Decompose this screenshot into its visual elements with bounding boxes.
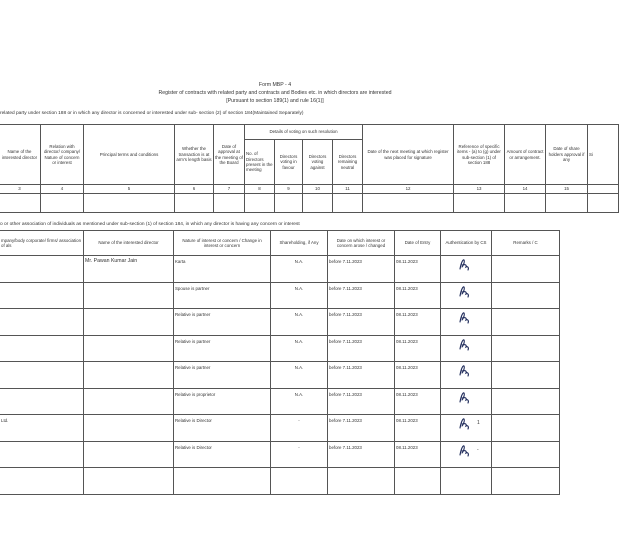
column-number: 12	[363, 185, 454, 194]
part-b-heading: o or other association of individuals as mentioned under sub-section (1) of section 184, in which any director is having any concern or interest	[0, 222, 300, 227]
col-nature-interest: Nature of interest or concern / Change in interest or concern	[174, 231, 271, 256]
col-board-approval-date: Date of approval at the meeting of the Board	[214, 125, 245, 185]
empty-cell	[214, 194, 245, 213]
column-number: 13	[454, 185, 505, 194]
col-entity-name: mpany/body corporate/ firms/ association of als	[0, 231, 84, 256]
cell-share: N.A.	[271, 335, 328, 362]
signature-mark	[456, 416, 476, 430]
form-subtitle: Register of contracts with related party and contracts and Bodies etc. in which directors are interested	[158, 90, 392, 96]
cell-entity	[0, 256, 84, 283]
cell-share: N.A.	[271, 282, 328, 309]
cell-director	[84, 468, 174, 495]
cell-share: -	[271, 415, 328, 442]
signature-mark	[456, 390, 476, 404]
col-director-name: Name of the interested director	[84, 231, 174, 256]
col-shareholding: Shareholding, if Any	[271, 231, 328, 256]
cell-arose: before 7.11.2023	[328, 362, 395, 389]
cell-arose: before 7.11.2023	[328, 309, 395, 336]
cell-nature: Spouse is partner	[174, 282, 271, 309]
cell-authentication	[441, 256, 492, 283]
signature-mark	[456, 363, 476, 377]
col-arms-length: Whether the transaction is at arm's length basis	[175, 125, 214, 185]
cell-arose: before 7.11.2023	[328, 415, 395, 442]
col-directors-present: No. of Directors present in the meeting	[245, 140, 275, 185]
empty-cell	[363, 194, 454, 213]
empty-cell	[245, 194, 275, 213]
col-date-entry: Date of Entry	[395, 231, 441, 256]
authentication-mark: -	[477, 446, 479, 453]
cell-nature: Relative is partner	[174, 335, 271, 362]
col-voting-favour: Directors voting in favour	[275, 140, 303, 185]
cell-entity	[0, 335, 84, 362]
cell-director	[84, 362, 174, 389]
column-number: 6	[175, 185, 214, 194]
cell-authentication	[441, 335, 492, 362]
cell-authentication	[441, 309, 492, 336]
table-row	[0, 415, 560, 442]
empty-cell	[505, 194, 546, 213]
cell-director: Mr. Pawan Kumar Jain	[84, 256, 174, 283]
col-date-arose: Date on which interest or concern arose / changed	[328, 231, 395, 256]
table-row	[0, 282, 560, 309]
cell-arose: before 7.11.2023	[328, 282, 395, 309]
col-remarks: Remarks / C	[492, 231, 560, 256]
column-number: 5	[84, 185, 175, 194]
cell-entity	[0, 388, 84, 415]
cell-nature: Relative is proprietor	[174, 388, 271, 415]
cell-entry	[395, 468, 441, 495]
empty-cell	[41, 194, 84, 213]
cell-authentication	[441, 468, 492, 495]
cell-arose: before 7.11.2023	[328, 256, 395, 283]
column-number: 15	[546, 185, 588, 194]
empty-cell	[275, 194, 303, 213]
cell-entry: 08.11.2023	[395, 388, 441, 415]
cell-entry: 08.11.2023	[395, 309, 441, 336]
cell-director	[84, 309, 174, 336]
col-shareholder-approval: Date of share holders approval if any	[546, 125, 588, 185]
col-neutral: Directors remaining neutral	[333, 140, 363, 185]
table-row	[0, 441, 560, 468]
col-reference-items: Reference of specific items - (a) to (g) under sub-section (1) of section 188	[454, 125, 505, 185]
cell-share: N.A.	[271, 256, 328, 283]
cell-remarks	[492, 468, 560, 495]
empty-cell	[546, 194, 588, 213]
col-relation: Relation with director/ company/ Nature of concern or interest	[41, 125, 84, 185]
interest-register-table	[0, 230, 560, 495]
table-row	[0, 309, 560, 336]
col-interested-director: Name of the interested director	[0, 125, 41, 185]
cell-share: N.A.	[271, 309, 328, 336]
col-voting-against: Directors voting against	[303, 140, 333, 185]
cell-authentication	[441, 441, 492, 468]
col-next-meeting-date: Date of the next meeting at which register was placed for signature	[363, 125, 454, 185]
cell-director	[84, 335, 174, 362]
table-row	[0, 362, 560, 389]
cell-entity	[0, 309, 84, 336]
cell-share: -	[271, 441, 328, 468]
cell-entry: 08.11.2023	[395, 335, 441, 362]
table-row	[0, 468, 560, 495]
authentication-mark: 1	[477, 420, 480, 426]
empty-cell	[333, 194, 363, 213]
column-number	[588, 185, 619, 194]
cell-nature: Karta	[174, 256, 271, 283]
col-authentication: Authentication by CS	[441, 231, 492, 256]
column-number: 8	[245, 185, 275, 194]
column-number: 4	[41, 185, 84, 194]
cell-nature: Relative is Director	[174, 415, 271, 442]
empty-cell	[84, 194, 175, 213]
column-number: 11	[333, 185, 363, 194]
cell-entity	[0, 282, 84, 309]
empty-cell	[303, 194, 333, 213]
cell-nature: Relative is Director	[174, 441, 271, 468]
cell-arose: before 7.11.2023	[328, 388, 395, 415]
form-title: Form MBP - 4	[258, 82, 292, 88]
cell-entity: Ltd.	[0, 415, 84, 442]
column-number: 7	[214, 185, 245, 194]
voting-group-header: Details of voting on such resolution	[245, 125, 363, 140]
signature-mark	[456, 257, 476, 271]
cell-share: N.A.	[271, 388, 328, 415]
table-row	[0, 256, 560, 283]
signature-mark	[456, 443, 476, 457]
col-terms: Principal terms and conditions	[84, 125, 175, 185]
cell-arose	[328, 468, 395, 495]
cell-director	[84, 388, 174, 415]
cell-authentication	[441, 362, 492, 389]
cell-entry: 08.11.2023	[395, 362, 441, 389]
cell-director	[84, 441, 174, 468]
cell-authentication	[441, 388, 492, 415]
cell-entity	[0, 468, 84, 495]
table-row	[0, 335, 560, 362]
cell-entry: 08.11.2023	[395, 282, 441, 309]
empty-cell	[454, 194, 505, 213]
cell-authentication	[441, 415, 492, 442]
signature-mark	[456, 337, 476, 351]
cell-nature: Relative is partner	[174, 362, 271, 389]
cell-nature: Relative is partner	[174, 309, 271, 336]
cell-entity	[0, 362, 84, 389]
signature-mark	[456, 310, 476, 324]
cell-nature	[174, 468, 271, 495]
table-row	[0, 388, 560, 415]
signature-mark	[456, 284, 476, 298]
empty-cell	[588, 194, 619, 213]
cell-share: N.A.	[271, 362, 328, 389]
col-signature: Si	[588, 125, 619, 185]
part-a-heading: related party under section 188 or in which any director is concerned or interested under sub- section (2) of section 184(Maintained Separately)	[0, 111, 304, 116]
form-reference: [Pursuant to section 189(1) and rule 16(1)]	[226, 98, 324, 104]
empty-cell	[175, 194, 214, 213]
column-number: 14	[505, 185, 546, 194]
cell-director	[84, 282, 174, 309]
cell-authentication	[441, 282, 492, 309]
related-party-table	[0, 124, 619, 213]
column-number: 3	[0, 185, 41, 194]
cell-arose: before 7.11.2023	[328, 335, 395, 362]
cell-director	[84, 415, 174, 442]
cell-entry: 08.11.2023	[395, 256, 441, 283]
col-amount: Amount of contract or arrangement.	[505, 125, 546, 185]
cell-entry: 08.11.2023	[395, 441, 441, 468]
cell-entity	[0, 441, 84, 468]
cell-entry: 08.11.2023	[395, 415, 441, 442]
column-number: 10	[303, 185, 333, 194]
column-number: 9	[275, 185, 303, 194]
cell-share	[271, 468, 328, 495]
empty-cell	[0, 194, 41, 213]
cell-arose: before 7.11.2023	[328, 441, 395, 468]
